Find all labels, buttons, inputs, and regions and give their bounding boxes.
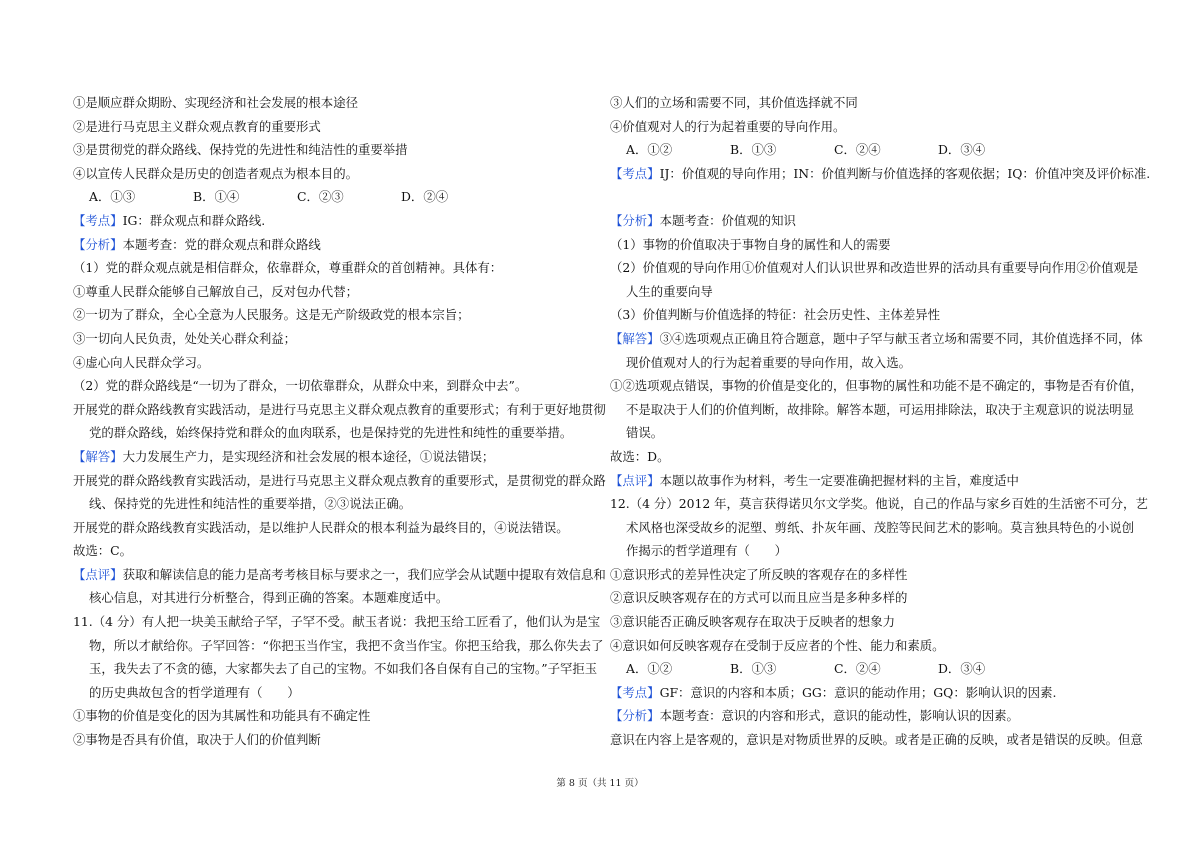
text-line: ①尊重人民群众能够自己解放自己，反对包办代替； [73, 283, 358, 299]
answer-option: C．②③ [297, 189, 344, 205]
text-line: （1）事物的价值取决于事物自身的属性和人的需要 [610, 236, 891, 252]
continuation-line: 的历史典故包含的哲学道理有（ ） [89, 684, 300, 700]
text-line: （3）价值判断与价值选择的特征：社会历史性、主体差异性 [610, 307, 941, 323]
text-line: ③一切向人民负责，处处关心群众利益； [73, 330, 297, 346]
continuation-line: 作揭示的哲学道理有（ ） [626, 543, 788, 559]
section-tag: 【解答】 [73, 448, 123, 464]
text-line: 11.（4 分）有人把一块美玉献给子罕，子罕不受。献玉者说：我把玉给工匠看了，他们认为是宝 [73, 614, 601, 630]
text-line: 开展党的群众路线教育实践活动，是进行马克思主义群众观点教育的重要形式，是贯彻党的群众路 [73, 472, 606, 488]
tagged-text: 大力发展生产力，是实现经济和社会发展的根本途径，①说法错误； [122, 448, 495, 464]
answer-option: D．②④ [401, 189, 449, 205]
tagged-line [610, 162, 1151, 186]
tagged-line [610, 327, 1143, 351]
section-tag: 【考点】 [610, 165, 660, 181]
tagged-text: 本题考查：意识的内容和形式，意识的能动性，影响认识的因素。 [659, 708, 1019, 724]
text-line: ④意识如何反映客观存在受制于反应者的个性、能力和素质。 [610, 637, 945, 653]
answer-option: A．①③ [89, 189, 136, 205]
text-line: ④虚心向人民群众学习。 [73, 354, 210, 370]
text-line: 意识在内容上是客观的，意识是对物质世界的反映。或者是正确的反映，或者是错误的反映。但意 [610, 732, 1143, 748]
continuation-line: 玉，我失去了不贪的德，大家都失去了自己的宝物。不如我们各自保有自己的宝物。”子罕拒玉 [89, 661, 598, 677]
continuation-line: 党的群众路线，始终保持党和群众的血肉联系，也是保持党的先进性和纯性的重要举措。 [89, 425, 573, 441]
text-line: ③人们的立场和需要不同，其价值选择就不同 [610, 95, 858, 110]
text-line: 开展党的群众路线教育实践活动，是进行马克思主义群众观点教育的重要形式；有利于更好地贯彻 [73, 401, 606, 417]
left-column [73, 91, 606, 752]
right-column [610, 91, 1151, 752]
continuation-line: 线、保持党的先进性和纯洁性的重要举措，②③说法正确。 [89, 496, 412, 512]
continuation-line: 现价值观对人的行为起着重要的导向作用，故入选。 [626, 354, 911, 370]
continuation-line: 人生的重要向导 [626, 283, 713, 299]
text-line: ②事物是否具有价值，取决于人们的价值判断 [73, 732, 321, 748]
text-line: 开展党的群众路线教育实践活动，是以维护人民群众的根本利益为最终目的，④说法错误。 [73, 519, 569, 535]
answer-option: A．①② [626, 142, 673, 158]
section-tag: 【点评】 [610, 472, 660, 488]
answer-option: B．①③ [730, 142, 777, 158]
text-line: ②一切为了群众，全心全意为人民服务。这是无产阶级政党的根本宗旨； [73, 307, 470, 323]
page-footer: 第 8 页（共 11 页） [556, 778, 644, 789]
text-line: （1）党的群众观点就是相信群众，依靠群众，尊重群众的首创精神。具体有： [73, 260, 503, 276]
tagged-text: 本题以故事作为材料，考生一定要准确把握材料的主旨，难度适中 [659, 472, 1019, 488]
tagged-text: 获取和解读信息的能力是高考考核目标与要求之一，我们应学会从试题中提取有效信息和 [122, 566, 606, 582]
tagged-line [73, 233, 593, 257]
tagged-text: IJ：价值观的导向作用；IN：价值判断与价值选择的客观依据；IQ：价值冲突及评价标准. [659, 165, 1151, 181]
blank-line [610, 185, 1132, 209]
answer-option: D．③④ [938, 142, 986, 158]
tagged-line [73, 563, 606, 587]
text-line: ③是贯彻党的群众路线、保持党的先进性和纯洁性的重要举措 [73, 142, 408, 158]
text-line: ①意识形式的差异性决定了所反映的客观存在的多样性 [610, 566, 908, 582]
text-line: （2）价值观的导向作用①价值观对人们认识世界和改造世界的活动具有重要导向作用②价值观是 [610, 260, 1139, 276]
answer-option: B．①③ [730, 661, 777, 677]
tagged-line [610, 469, 1132, 493]
tagged-text: 本题考查：价值观的知识 [659, 212, 796, 228]
section-tag: 【分析】 [610, 212, 660, 228]
text-line: ②意识反映客观存在的方式可以而且应当是多种多样的 [610, 590, 908, 606]
continuation-line: 核心信息，对其进行分析整合，得到正确的答案。本题难度适中。 [89, 590, 449, 606]
tagged-line [73, 445, 593, 469]
continuation-line: 术风格也深受故乡的泥塑、剪纸、扑灰年画、茂腔等民间艺术的影响。莫言独具特色的小说创 [626, 519, 1135, 535]
tagged-text: 本题考查：党的群众观点和群众路线 [122, 236, 321, 252]
text-line: ①是顺应群众期盼、实现经济和社会发展的根本途径 [73, 95, 358, 110]
section-tag: 【分析】 [610, 708, 660, 724]
text-line: ④价值观对人的行为起着重要的导向作用。 [610, 118, 846, 134]
text-line: ①②选项观点错误，事物的价值是变化的，但事物的属性和功能不是不确定的，事物是否有价值， [610, 378, 1143, 394]
text-line: 12.（4 分）2012 年，莫言获得诺贝尔文学奖。他说，自己的作品与家乡百姓的生活密不可分，艺 [610, 496, 1148, 512]
tagged-text: IG：群众观点和群众路线. [122, 212, 266, 228]
section-tag: 【点评】 [73, 566, 123, 582]
answer-option: A．①② [626, 661, 673, 677]
section-tag: 【考点】 [610, 684, 660, 700]
answer-options [610, 657, 1132, 681]
tagged-text: ③④选项观点正确且符合题意，题中子罕与献玉者立场和需要不同，其价值选择不同，体 [659, 330, 1143, 346]
tagged-line [610, 704, 1132, 728]
continuation-line: 错误。 [626, 425, 664, 441]
answer-option: C．②④ [834, 661, 881, 677]
answer-option: D．③④ [938, 661, 986, 677]
continuation-line: 物，所以才献给你。子罕回答：“你把玉当作宝，我把不贪当作宝。你把玉给我，那么你失去了 [89, 637, 604, 653]
answer-options [610, 138, 1132, 162]
text-line: （2）党的群众路线是“一切为了群众，一切依靠群众，从群众中来，到群众中去”。 [73, 378, 528, 394]
answer-option: C．②④ [834, 142, 881, 158]
text-line: ①事物的价值是变化的因为其属性和功能具有不确定性 [73, 708, 371, 724]
answer-options [73, 185, 593, 209]
text-line: ②是进行马克思主义群众观点教育的重要形式 [73, 118, 321, 134]
text-line: ③意识能否正确反映客观存在取决于反映者的想象力 [610, 614, 895, 630]
text-line: ④以宣传人民群众是历史的创造者观点为根本目的。 [73, 165, 358, 181]
tagged-line [610, 681, 1132, 705]
continuation-line: 不是取决于人们的价值判断，故排除。解答本题，可运用排除法，取决于主观意识的说法明显 [626, 401, 1135, 417]
text-line: 故选：C。 [73, 543, 133, 559]
tagged-line [73, 209, 593, 233]
section-tag: 【分析】 [73, 236, 123, 252]
text-line: 故选：D。 [610, 448, 670, 464]
section-tag: 【解答】 [610, 330, 660, 346]
tagged-text: GF：意识的内容和本质；GG：意识的能动作用；GQ：影响认识的因素. [659, 684, 1057, 700]
tagged-line [610, 209, 1132, 233]
answer-option: B．①④ [193, 189, 240, 205]
section-tag: 【考点】 [73, 212, 123, 228]
